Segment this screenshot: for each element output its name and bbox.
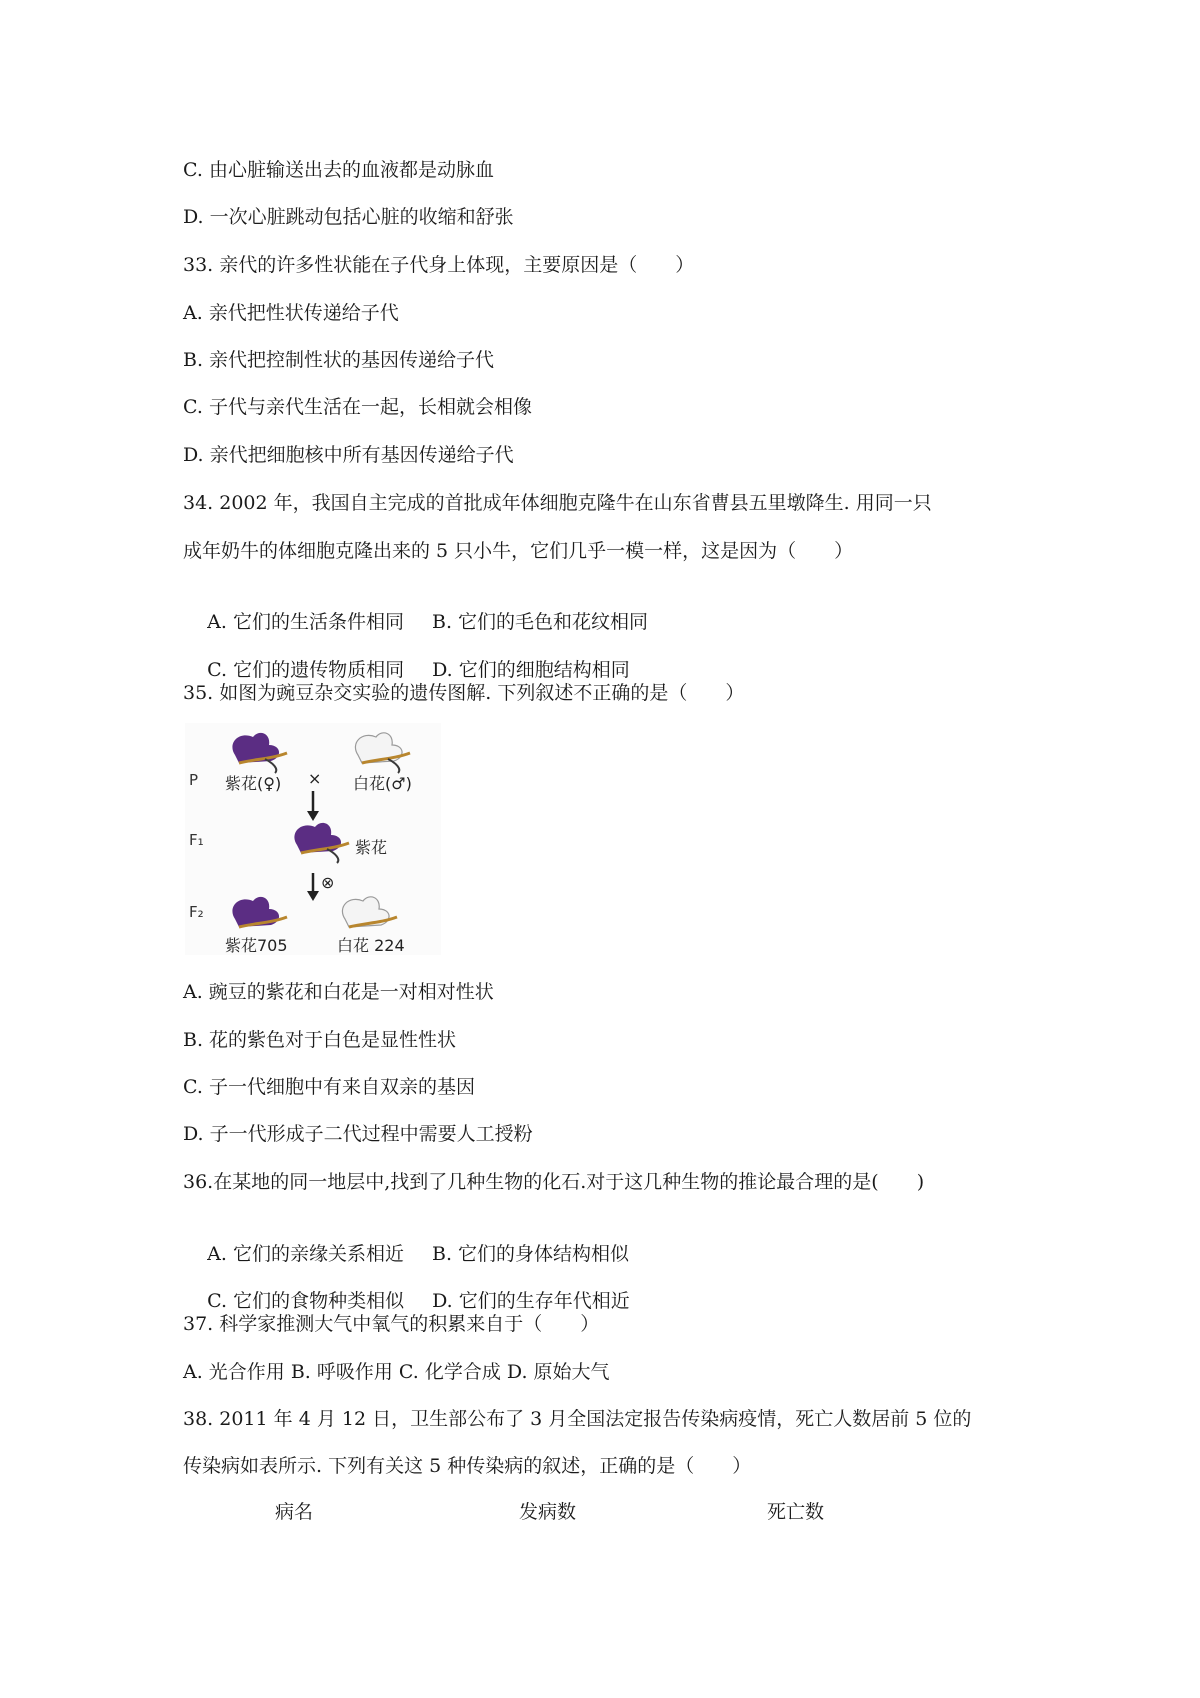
q36-option-b: B. 它们的身体结构相似 <box>431 1243 630 1265</box>
q33-option-a: A. 亲代把性状传递给子代 <box>183 302 399 324</box>
q34-stem-line1: 34. 2002 年，我国自主完成的首批成年体细胞克隆牛在山东省曹县五里墩降生. 用同一只 <box>183 492 932 514</box>
q33-stem: 33. 亲代的许多性状能在子代身上体现，主要原因是（ ） <box>183 254 695 276</box>
f1-purple-flower-icon <box>294 823 349 863</box>
q35-option-d: D. 子一代形成子二代过程中需要人工授粉 <box>183 1123 533 1145</box>
q37-options: A. 光合作用 B. 呼吸作用 C. 化学合成 D. 原始大气 <box>183 1361 610 1383</box>
pea-cross-svg <box>185 723 441 955</box>
q35-option-c: C. 子一代细胞中有来自双亲的基因 <box>183 1076 475 1098</box>
generation-f2-label: F₂ <box>189 903 204 921</box>
q36-option-d: D. 它们的生存年代相近 <box>432 1290 630 1312</box>
q32-option-d: D. 一次心脏跳动包括心脏的收缩和舒张 <box>183 206 514 228</box>
q36-option-c: C. 它们的食物种类相似 <box>207 1290 405 1312</box>
table-header-cases: 发病数 <box>519 1501 577 1523</box>
white-flower-icon <box>355 733 410 773</box>
f1-flower-label: 紫花 <box>355 838 388 857</box>
q33-option-c: C. 子代与亲代生活在一起，长相就会相像 <box>183 396 532 418</box>
q35-option-b: B. 花的紫色对于白色是显性性状 <box>183 1029 457 1051</box>
cross-symbol: × <box>308 769 322 788</box>
q36-stem: 36.在某地的同一地层中,找到了几种生物的化石.对于这几种生物的推论最合理的是( ) <box>183 1171 925 1193</box>
q34-option-c: C. 它们的遗传物质相同 <box>207 659 405 681</box>
generation-f1-label: F₁ <box>189 831 204 849</box>
generation-p-label: P <box>189 771 199 789</box>
q34-option-a: A. 它们的生活条件相同 <box>207 611 404 633</box>
q35-option-a: A. 豌豆的紫花和白花是一对相对性状 <box>183 981 494 1003</box>
f2-purple-flower-icon <box>232 897 287 927</box>
table-header-deaths: 死亡数 <box>767 1501 825 1523</box>
q38-stem-line1: 38. 2011 年 4 月 12 日，卫生部公布了 3 月全国法定报告传染病疫情，死亡人数居前 5 位的 <box>183 1408 972 1430</box>
parent-male-label: 白花(♂) <box>353 774 412 793</box>
f2-white-label: 白花 224 <box>337 936 405 955</box>
self-symbol: ⊗ <box>321 873 335 892</box>
pea-cross-diagram <box>185 723 441 955</box>
parent-female-label: 紫花(♀) <box>225 774 282 793</box>
table-header-disease-name: 病名 <box>275 1501 314 1523</box>
q37-stem: 37. 科学家推测大气中氧气的积累来自于（ ） <box>183 1313 600 1335</box>
q33-option-d: D. 亲代把细胞核中所有基因传递给子代 <box>183 444 514 466</box>
q38-stem-line2: 传染病如表所示. 下列有关这 5 种传染病的叙述，正确的是（ ） <box>183 1455 752 1477</box>
purple-flower-icon <box>232 733 287 773</box>
q32-option-c: C. 由心脏输送出去的血液都是动脉血 <box>183 159 494 181</box>
q36-option-a: A. 它们的亲缘关系相近 <box>207 1243 404 1265</box>
f2-purple-label: 紫花705 <box>225 936 288 955</box>
q34-option-d: D. 它们的细胞结构相同 <box>432 659 630 681</box>
q35-stem: 35. 如图为豌豆杂交实验的遗传图解. 下列叙述不正确的是（ ） <box>183 682 745 704</box>
f2-white-flower-icon <box>342 897 397 927</box>
q34-stem-line2: 成年奶牛的体细胞克隆出来的 5 只小牛，它们几乎一模一样，这是因为（ ） <box>183 540 854 562</box>
q34-option-b: B. 它们的毛色和花纹相同 <box>431 611 649 633</box>
q33-option-b: B. 亲代把控制性状的基因传递给子代 <box>183 349 495 371</box>
